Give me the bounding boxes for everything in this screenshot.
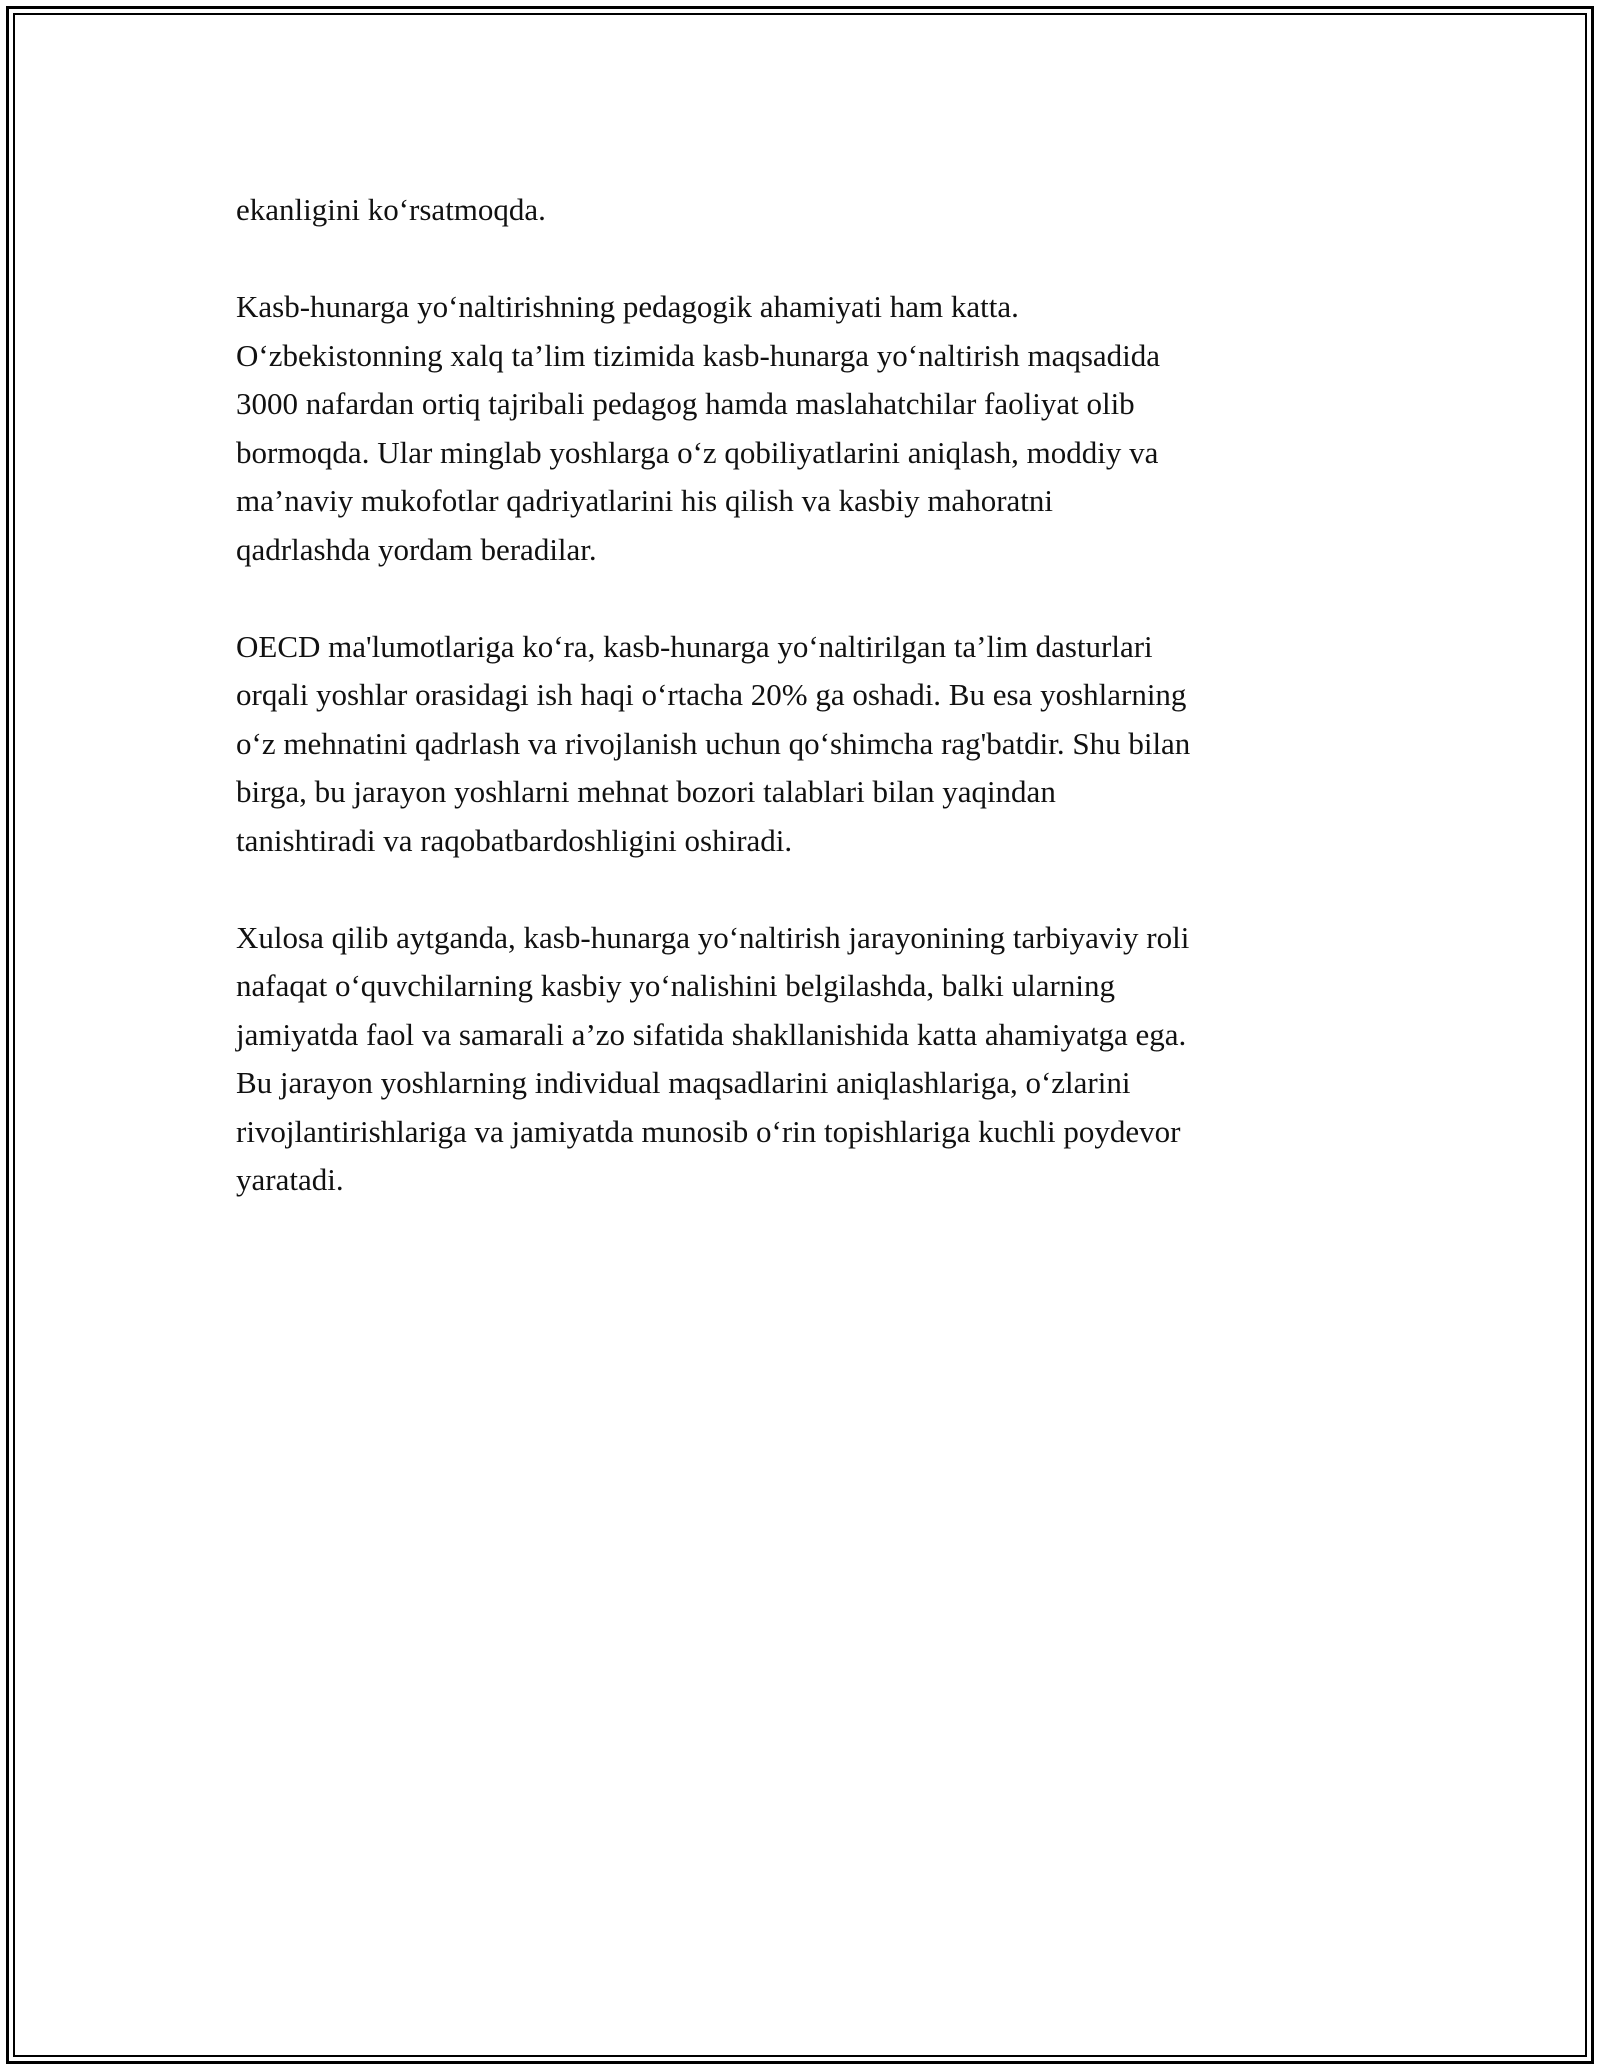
paragraph-continuation: ekanligini ko‘rsatmoqda. xyxy=(236,192,546,227)
paragraph-oecd-data: OECD ma'lumotlariga ko‘ra, kasb-hunarga yo‘naltirilgan ta’lim dasturlari orqali yoshlar orasidagi ish haqi o‘rtacha 20% ga oshadi. Bu esa yoshlarning o‘z mehnatini qadrlash va rivojlanish uchun qo‘shimcha rag'batdir. Shu bilan birga, bu jarayon yoshlarni mehnat bozori talablari bilan yaqindan tanishtiradi va raqobatbardoshligini oshiradi. xyxy=(236,628,1191,858)
paragraph-conclusion: Xulosa qilib aytganda, kasb-hunarga yo‘naltirish jarayonining tarbiyaviy roli nafaqat o‘quvchilarning kasbiy yo‘nalishini belgilashda, balki ularning jamiyatda faol va samarali a’zo sifatida shakllanishida katta ahamiyatga ega. Bu jarayon yoshlarning individual maqsadlarini aniqlashlariga, o‘zlarini rivojlantirishlariga va jamiyatda munosib o‘rin topishlariga kuchli poydevor yaratadi. xyxy=(236,919,1190,1197)
paragraph-pedagogical-importance: Kasb-hunarga yo‘naltirishning pedagogik ahamiyati ham katta. O‘zbekistonning xalq ta’lim tizimida kasb-hunarga yo‘naltirish maqsadida 3000 nafardan ortiq tajribali pedagog hamda maslahatchilar faoliyat olib bormoqda. Ular minglab yoshlarga o‘z qobiliyatlarini aniqlash, moddiy va ma’naviy mukofotlar qadriyatlarini his qilish va kasbiy mahoratni qadrlashda yordam beradilar. xyxy=(236,289,1161,567)
document-body xyxy=(236,186,1376,1253)
